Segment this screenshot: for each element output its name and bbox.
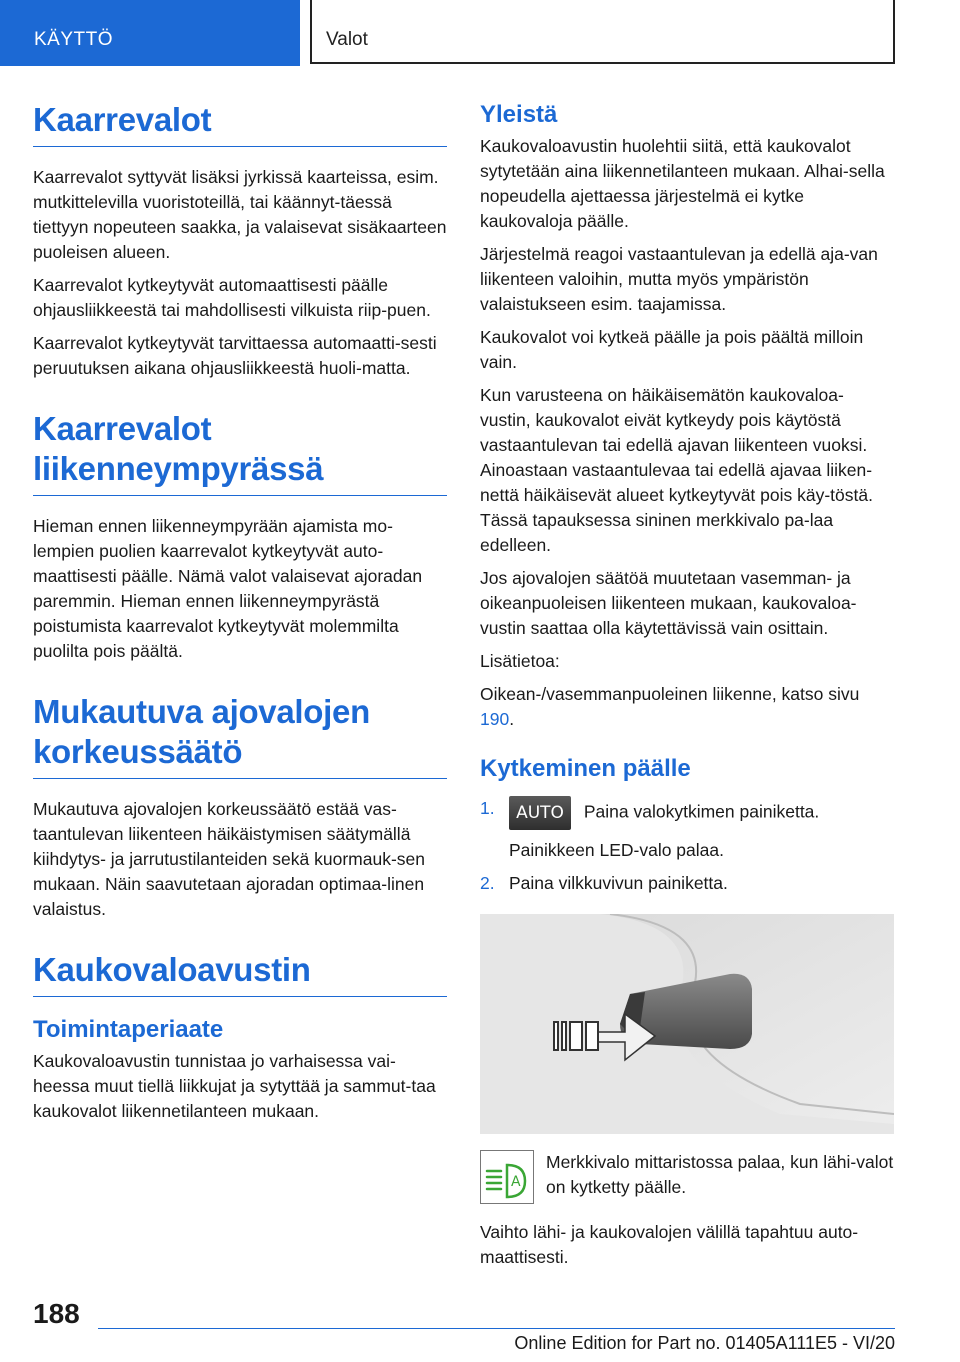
right-column	[480, 100, 894, 1278]
step-2	[480, 871, 894, 896]
paragraph: Kaarrevalot kytkeytyvät automaattisesti päälle ohjausliikkeestä tai mahdollisesti vilkuista riip‐puen.	[33, 275, 431, 320]
left-column	[33, 100, 447, 1132]
paragraph: Hieman ennen liikenneympyrään ajamista mo‐lempien puolien kaarrevalot kytkeytyvät auto‐maattisesti päälle. Nämä valot valaisevat ajoradan paremmin. Hieman ennen liikenneympyrästä poistumista kaarrevalot kytkeytyvät molemmilta puolilta pois päältä.	[33, 516, 423, 661]
paragraph: Kun varusteena on häikäisemätön kaukovaloa‐vustin, kaukovalot eivät kytkeydy pois käytöstä vastaantulevan tai edellä ajavan liikenteen vuoksi. Ainoastaan vastaantulevaa tai edellä ajavaa liiken‐nettä häikäisevät alueet kytkeytyvät pois käy‐töstä. Tässä tapauksessa sininen merkkivalo pa‐laa edelleen.	[480, 385, 873, 555]
turn-signal-lever-illustration	[480, 914, 894, 1134]
header-section-tab	[0, 0, 300, 66]
step-number: 1.	[480, 798, 495, 818]
indicator-row	[480, 1150, 894, 1212]
heading-kaukovaloavustin: Kaukovaloavustin	[33, 950, 447, 997]
paragraph: Mukautuva ajovalojen korkeussäätö estää vas‐taantulevan liikenteen häikäistymisen säätymällä kiihdytys- ja jarrutustilanteiden sekä kuormauk‐sen mukaan. Näin saavutetaan ajoradan optimaa‐linen valaistus.	[33, 799, 425, 919]
step-subtext: Painikkeen LED-valo palaa.	[509, 840, 724, 860]
heading-kaarrevalot: Kaarrevalot	[33, 100, 447, 147]
paragraph: Kaukovaloavustin huolehtii siitä, että kaukovalot sytytetään aina liikennetilanteen mukaan. Alhai‐sella nopeudella ajettaessa järjestelmä ei kytke kaukovaloja päälle.	[480, 136, 885, 231]
heading-mukautuva-korkeussaato: Mukautuva ajovalojen korkeussäätö	[33, 692, 447, 779]
footer-edition: Online Edition for Part no. 01405A111E5 - VI/20	[514, 1333, 895, 1353]
step-text: Paina valokytkimen painiketta.	[583, 801, 820, 822]
step-number: 2.	[480, 873, 495, 893]
indicator-description: Merkkivalo mittaristossa palaa, kun lähi‐valot on kytketty päälle.	[546, 1152, 894, 1197]
step-text: Paina vilkkuvivun painiketta.	[509, 873, 728, 893]
header-chapter-label: Valot	[326, 29, 368, 50]
subheading-yleista: Yleistä	[480, 101, 558, 128]
heading-kaarrevalot-liikenneympyrassa: Kaarrevalot liikenneympyrässä	[33, 409, 447, 496]
paragraph: Kaarrevalot kytkeytyvät tarvittaessa automaatti‐sesti peruutuksen aikana ohjausliikkeestä huoli‐matta.	[33, 333, 437, 378]
paragraph: Kaukovalot voi kytkeä päälle ja pois päältä milloin vain.	[480, 327, 864, 372]
step-1	[480, 796, 894, 863]
subheading-toimintaperiaate: Toimintaperiaate	[33, 1016, 224, 1043]
paragraph: Jos ajovalojen säätöä muutetaan vasemman- ja oikeanpuoleisen liikenteen mukaan, kaukovaloa‐vustin saattaa olla käytettävissä vain osittain.	[480, 568, 857, 638]
footer-divider	[98, 1328, 895, 1329]
paragraph: Kaarrevalot syttyvät lisäksi jyrkissä kaarteissa, esim. mutkittelevilla vuoristoteillä, tai käännyt‐täessä tiettyyn nopeuteen saakka, ja valaisevat sisäkaarteen puoleisen alueen.	[33, 167, 447, 262]
page-number: 188	[33, 1298, 80, 1329]
header-chapter-box	[310, 0, 895, 64]
paragraph: Vaihto lähi- ja kaukovalojen välillä tapahtuu auto‐maattisesti.	[480, 1222, 859, 1267]
paragraph-reference: Oikean-/vasemmanpuoleinen liikenne, katso sivu 190.	[480, 684, 860, 729]
paragraph: Kaukovaloavustin tunnistaa jo varhaisessa vai‐heessa muut tiellä liikkujat ja sytyttää ja sammut‐taa kaukovalot liikennetilanteen mukaan.	[33, 1051, 436, 1121]
page-link-190[interactable]: 190	[480, 709, 510, 729]
paragraph: Lisätietoa:	[480, 651, 560, 671]
high-beam-assist-indicator-icon	[480, 1150, 534, 1204]
svg-text:A: A	[511, 1174, 521, 1190]
subheading-kytkeminen-paalle: Kytkeminen päälle	[480, 755, 691, 782]
header-section-label: KÄYTTÖ	[34, 29, 114, 50]
auto-button-icon: AUTO	[509, 796, 571, 830]
paragraph: Järjestelmä reagoi vastaantulevan ja edellä aja‐van liikenteen valoihin, mutta myös ympäristön valaistukseen esim. taajamissa.	[480, 244, 878, 314]
